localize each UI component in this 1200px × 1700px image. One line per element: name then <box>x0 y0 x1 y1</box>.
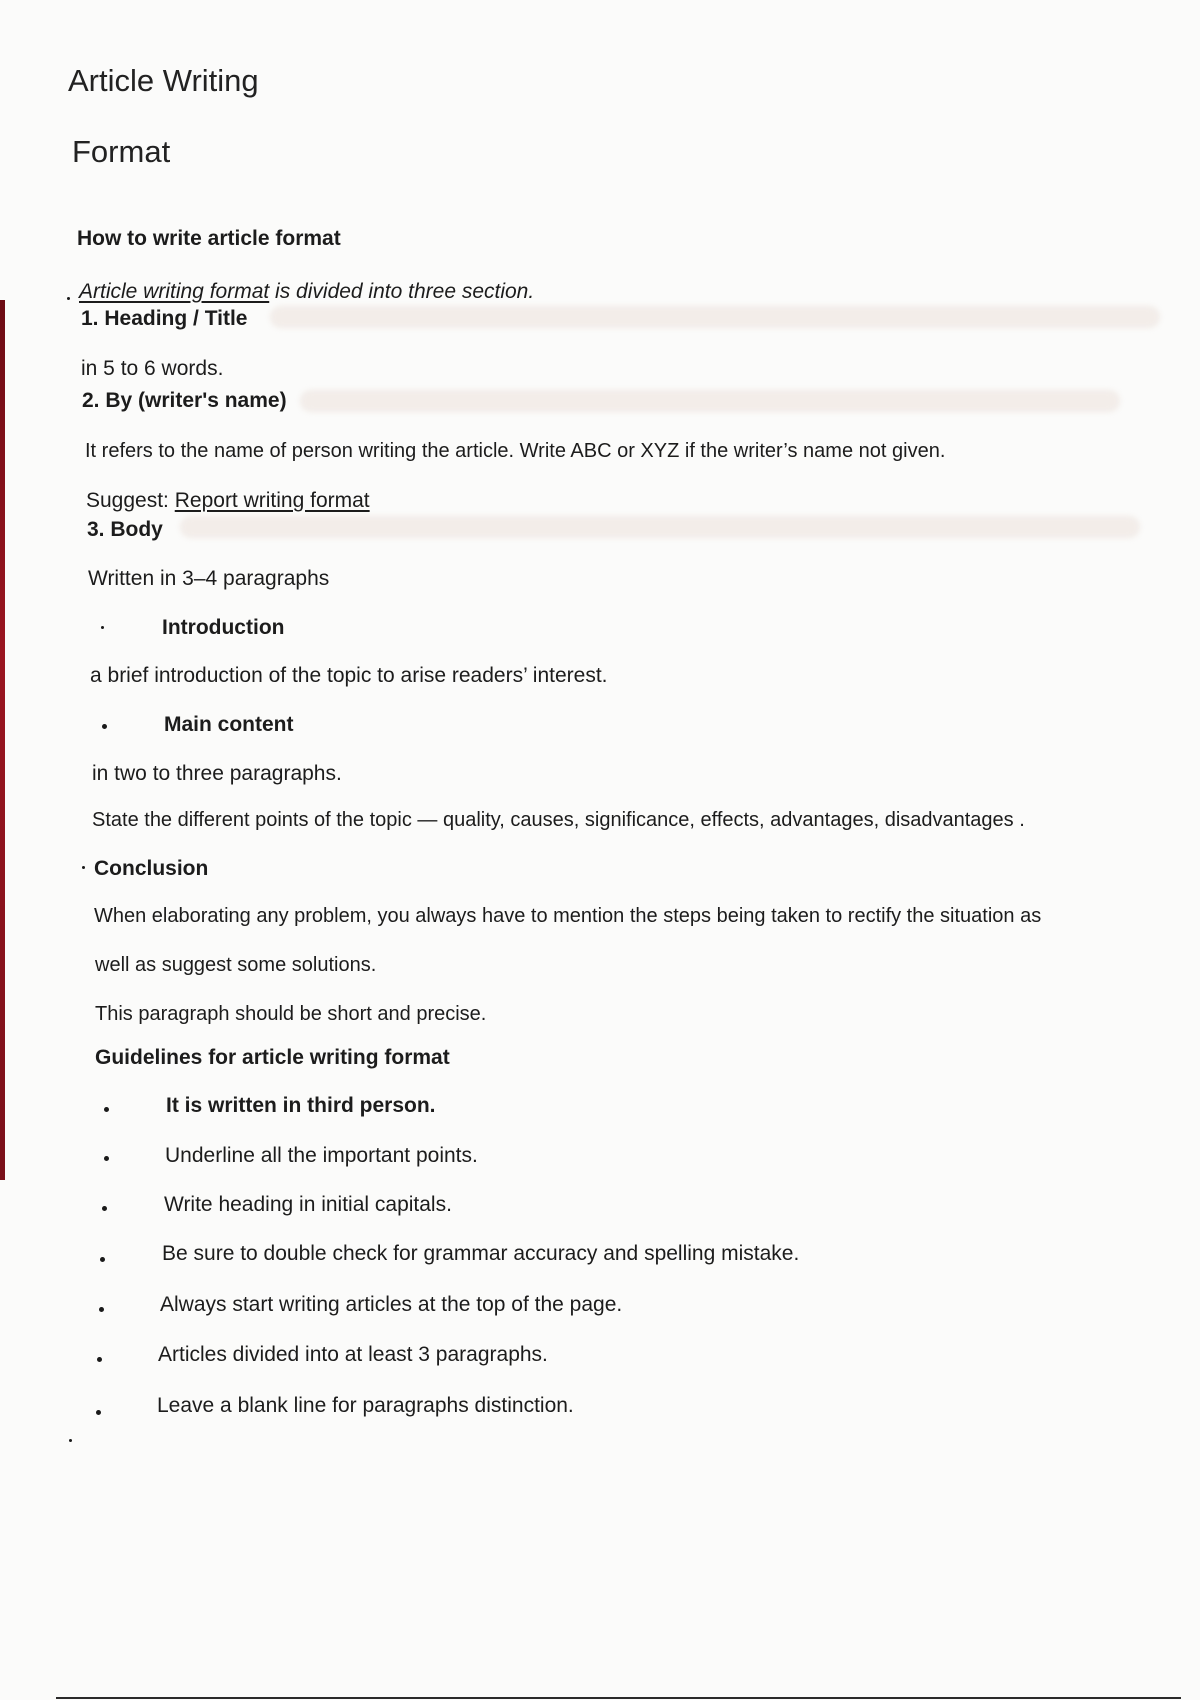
introduction-label: Introduction <box>162 616 285 639</box>
page-title: Article Writing <box>68 63 259 98</box>
section-heading-text: in 5 to 6 words. <box>81 357 224 380</box>
list-item: Articles divided into at least 3 paragraphs. <box>158 1343 548 1366</box>
intro-rest: is divided into three section. <box>269 280 535 303</box>
bullet-dot <box>102 724 107 729</box>
bullet-dot <box>97 1357 102 1362</box>
page-edge-shadow <box>0 300 5 1180</box>
scan-smudge <box>180 516 1140 538</box>
conclusion-label: Conclusion <box>94 857 209 880</box>
page-subtitle: Format <box>72 134 171 169</box>
scan-smudge <box>270 306 1160 328</box>
list-item: Be sure to double check for grammar accuracy and spelling mistake. <box>162 1242 800 1265</box>
section-by-text: It refers to the name of person writing the article. Write ABC or XYZ if the writer’s name not given. <box>85 440 946 462</box>
list-item: Write heading in initial capitals. <box>164 1193 452 1216</box>
scan-smudge <box>300 390 1120 412</box>
bullet-dot <box>82 866 85 869</box>
section-by-label: 2. By (writer's name) <box>82 389 287 412</box>
conclusion-line-2: well as suggest some solutions. <box>95 954 377 976</box>
main-content-label: Main content <box>164 713 294 736</box>
bullet-dot <box>100 1257 105 1262</box>
guidelines-heading: Guidelines for article writing format <box>95 1046 450 1069</box>
introduction-text: a brief introduction of the topic to arise readers’ interest. <box>90 664 608 687</box>
stray-mark <box>69 1439 72 1442</box>
list-item: It is written in third person. <box>166 1094 436 1117</box>
how-to-heading: How to write article format <box>77 227 341 250</box>
main-content-text: in two to three paragraphs. <box>92 762 342 785</box>
suggest-prefix: Suggest: <box>86 489 175 512</box>
list-item: Leave a blank line for paragraphs distinction. <box>157 1394 574 1417</box>
suggest-line <box>86 488 370 514</box>
bullet-dot <box>104 1107 109 1112</box>
conclusion-line-3: This paragraph should be short and precise. <box>95 1003 487 1025</box>
conclusion-line-1: When elaborating any problem, you always have to mention the steps being taken to rectify the situation as <box>94 905 1042 927</box>
bullet-dot <box>102 1206 107 1211</box>
list-item: Always start writing articles at the top of the page. <box>160 1293 623 1316</box>
bullet-dot <box>104 1156 109 1161</box>
report-format-link[interactable]: Report writing format <box>174 489 370 512</box>
bullet-dot <box>67 297 70 300</box>
bottom-rule <box>56 1697 1181 1699</box>
section-body-text: Written in 3–4 paragraphs <box>88 567 330 590</box>
section-body-label: 3. Body <box>87 518 163 541</box>
bullet-dot <box>101 626 104 629</box>
bullet-dot <box>99 1307 104 1312</box>
main-content-points: State the different points of the topic — quality, causes, significance, effects, advantages, disadvantages . <box>92 809 1025 831</box>
bullet-dot <box>96 1410 101 1415</box>
section-heading-label: 1. Heading / Title <box>81 307 248 330</box>
list-item: Underline all the important points. <box>165 1144 478 1167</box>
intro-line <box>79 279 534 305</box>
article-format-link[interactable]: Article writing format <box>79 280 270 303</box>
